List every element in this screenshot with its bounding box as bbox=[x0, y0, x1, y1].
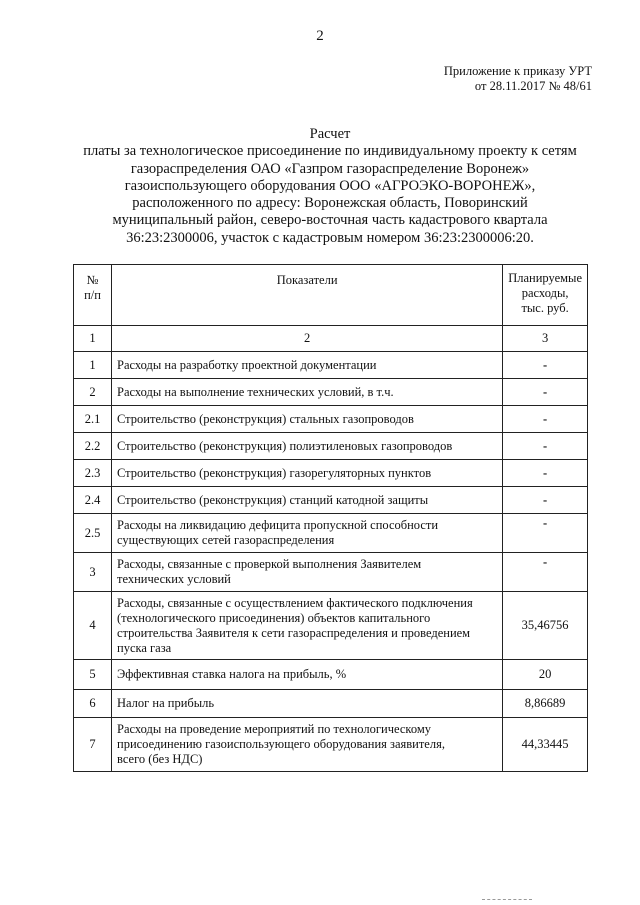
row-num: 1 bbox=[74, 352, 112, 379]
row-num: 2.3 bbox=[74, 460, 112, 487]
document-title bbox=[50, 126, 610, 247]
header-planned-line: Планируемые bbox=[508, 271, 582, 285]
row-value: - bbox=[503, 352, 588, 379]
table-row bbox=[74, 718, 588, 772]
row-value: - bbox=[503, 514, 588, 553]
row-value: - bbox=[503, 379, 588, 406]
row-value: 20 bbox=[503, 660, 588, 690]
title-line: муниципальный район, северо-восточная часть кадастрового квартала bbox=[112, 212, 548, 229]
header-planned-line: расходы, bbox=[521, 286, 569, 300]
page-number: 2 bbox=[316, 28, 324, 44]
row-label-line: Расходы на ликвидацию дефицита пропускной способности bbox=[117, 518, 439, 532]
row-label-line: Эффективная ставка налога на прибыль, % bbox=[117, 667, 347, 681]
row-value: - bbox=[503, 460, 588, 487]
row-num: 2.1 bbox=[74, 406, 112, 433]
row-value: - bbox=[503, 406, 588, 433]
row-label-line: Расходы на разработку проектной документации bbox=[117, 357, 377, 372]
row-label bbox=[112, 592, 503, 660]
row-label-line: Расходы, связанные с проверкой выполнения Заявителем bbox=[117, 557, 422, 571]
row-label-line: пуска газа bbox=[117, 640, 172, 655]
row-label bbox=[112, 460, 503, 487]
row-value: - bbox=[503, 487, 588, 514]
row-label-line: Расходы на проведение мероприятий по технологическому bbox=[117, 722, 432, 736]
row-label bbox=[112, 553, 503, 592]
appendix-line-2: от 28.11.2017 № 48/61 bbox=[474, 79, 592, 93]
table-row bbox=[74, 460, 588, 487]
title-line: газораспределения ОАО «Газпром газораспределение Воронеж» bbox=[130, 160, 530, 177]
row-value: - bbox=[503, 433, 588, 460]
row-label bbox=[112, 379, 503, 406]
table-row bbox=[74, 379, 588, 406]
header-planned bbox=[503, 265, 588, 326]
row-label-line: строительства Заявителя к сети газораспределения и проведением bbox=[117, 625, 471, 640]
column-number-row bbox=[74, 326, 588, 352]
colnum-1: 1 bbox=[74, 326, 112, 352]
row-value: - bbox=[503, 553, 588, 592]
row-label bbox=[112, 718, 503, 772]
colnum-2: 2 bbox=[112, 326, 503, 352]
header-indicator: Показатели bbox=[112, 265, 503, 326]
row-num: 3 bbox=[74, 553, 112, 592]
title-line: платы за технологическое присоединение по индивидуальному проекту к сетям bbox=[83, 143, 577, 160]
row-num: 2.2 bbox=[74, 433, 112, 460]
row-label bbox=[112, 660, 503, 690]
row-num: 7 bbox=[74, 718, 112, 772]
row-label bbox=[112, 406, 503, 433]
appendix-header bbox=[332, 64, 592, 94]
row-label bbox=[112, 352, 503, 379]
table-header-row bbox=[74, 265, 588, 326]
row-label-line: технических условий bbox=[117, 572, 231, 586]
title-line: Расчет bbox=[309, 126, 351, 142]
table-row bbox=[74, 660, 588, 690]
table-row bbox=[74, 433, 588, 460]
row-label-line: Расходы на выполнение технических условий, в т.ч. bbox=[117, 384, 394, 399]
row-num: 5 bbox=[74, 660, 112, 690]
row-label bbox=[112, 487, 503, 514]
row-label-line: (технологического присоединения) объектов капитального bbox=[117, 610, 431, 625]
row-value: 35,46756 bbox=[503, 592, 588, 660]
row-label bbox=[112, 690, 503, 718]
table-row bbox=[74, 690, 588, 718]
row-label bbox=[112, 514, 503, 553]
row-label-line: присоединению газоиспользующего оборудования заявителя, bbox=[117, 737, 445, 751]
colnum-3: 3 bbox=[503, 326, 588, 352]
title-line: расположенного по адресу: Воронежская область, Поворинский bbox=[132, 195, 528, 212]
row-value: 8,86689 bbox=[503, 690, 588, 718]
scan-edge-mark bbox=[482, 899, 532, 902]
header-num bbox=[74, 265, 112, 326]
calculation-table bbox=[73, 264, 588, 772]
row-value: 44,33445 bbox=[503, 718, 588, 772]
row-label-line: Налог на прибыль bbox=[117, 696, 215, 710]
row-num: 4 bbox=[74, 592, 112, 660]
row-label-line: Строительство (реконструкция) полиэтиленовых газопроводов bbox=[117, 438, 453, 453]
row-label-line: Строительство (реконструкция) стальных газопроводов bbox=[117, 411, 414, 426]
row-num: 2.5 bbox=[74, 514, 112, 553]
row-label-line: Строительство (реконструкция) газорегуляторных пунктов bbox=[117, 465, 432, 480]
table-row bbox=[74, 553, 588, 592]
table-row bbox=[74, 487, 588, 514]
header-planned-line: тыс. руб. bbox=[521, 301, 569, 315]
table-row bbox=[74, 592, 588, 660]
row-label-line: всего (без НДС) bbox=[117, 752, 203, 766]
title-line: 36:23:2300006, участок с кадастровым номером 36:23:2300006:20. bbox=[126, 229, 534, 246]
row-label bbox=[112, 433, 503, 460]
table-row bbox=[74, 352, 588, 379]
row-label-line: Расходы, связанные с осуществлением фактического подключения bbox=[117, 595, 473, 610]
header-num-line: п/п bbox=[84, 288, 101, 302]
row-num: 2 bbox=[74, 379, 112, 406]
row-label-line: Строительство (реконструкция) станций катодной защиты bbox=[117, 492, 429, 507]
table-row bbox=[74, 406, 588, 433]
row-num: 2.4 bbox=[74, 487, 112, 514]
row-label-line: существующих сетей газораспределения bbox=[117, 533, 335, 547]
header-num-line: № bbox=[86, 273, 99, 287]
title-line: газоиспользующего оборудования ООО «АГРОЭКО-ВОРОНЕЖ», bbox=[124, 177, 536, 194]
table-row bbox=[74, 514, 588, 553]
row-num: 6 bbox=[74, 690, 112, 718]
appendix-line-1: Приложение к приказу УРТ bbox=[443, 64, 592, 78]
